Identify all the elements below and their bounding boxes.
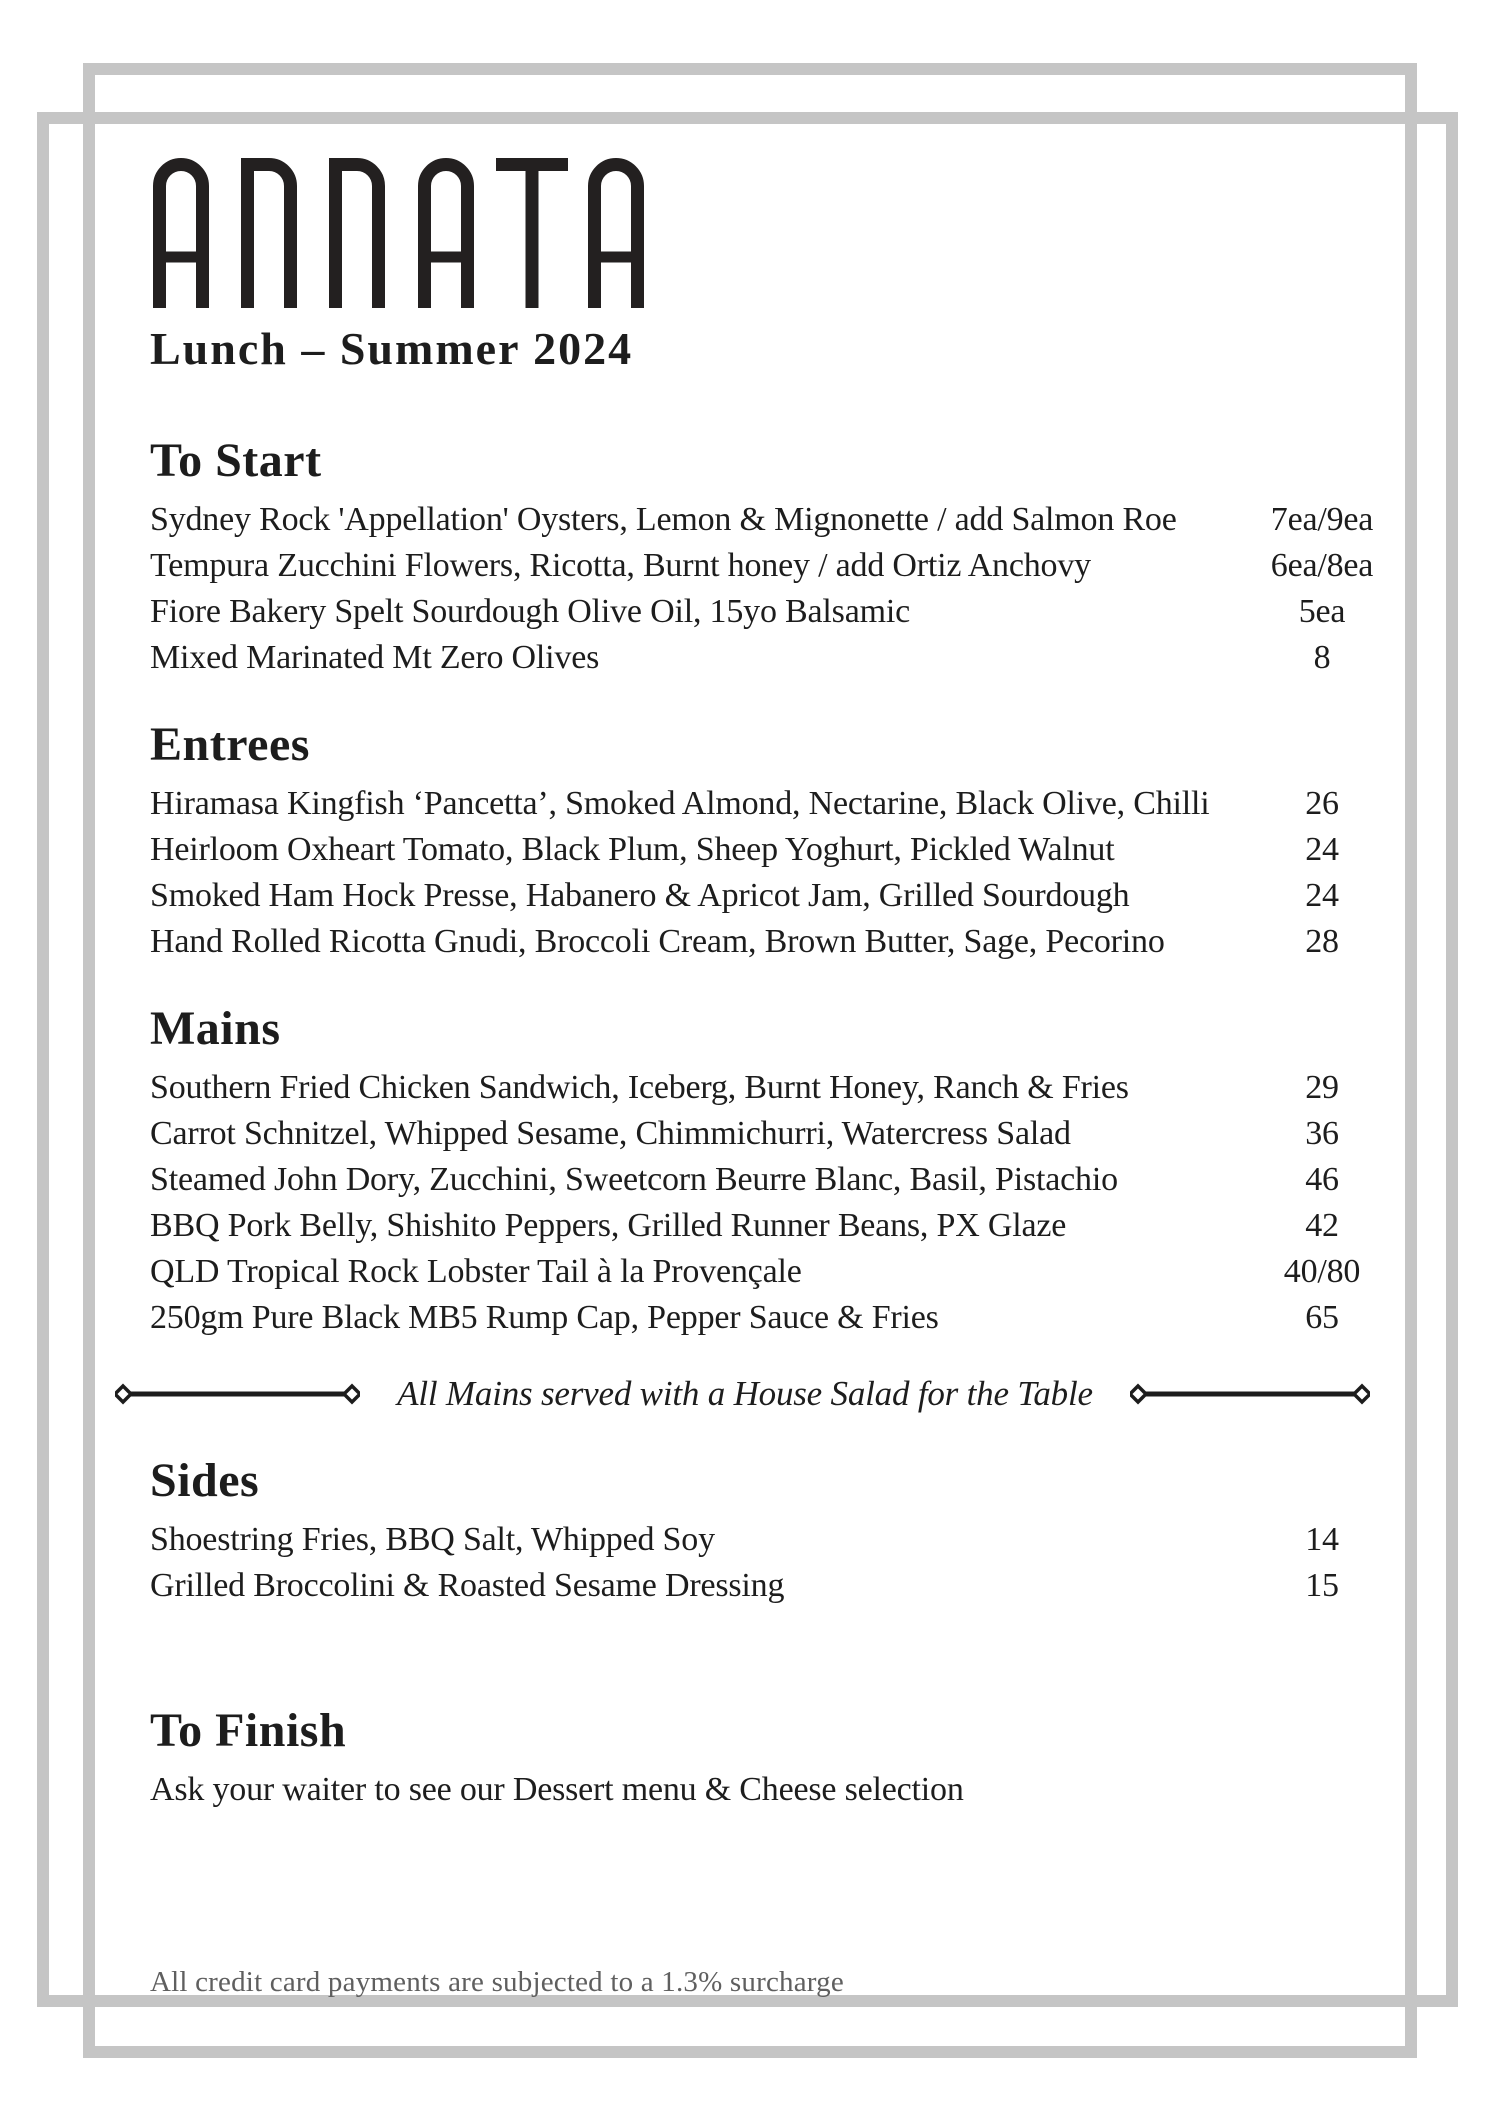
dish-price: 26 bbox=[1305, 785, 1339, 822]
dish-price: 5ea bbox=[1298, 593, 1346, 630]
section-to-finish bbox=[150, 1704, 1407, 1813]
section-entrees bbox=[150, 718, 1407, 965]
dish-name: Grilled Broccolini & Roasted Sesame Dressing bbox=[150, 1567, 785, 1604]
dish-name: Carrot Schnitzel, Whipped Sesame, Chimmichurri, Watercress Salad bbox=[150, 1115, 1071, 1152]
section-title: To Finish bbox=[150, 1704, 347, 1757]
dish-price: 15 bbox=[1305, 1567, 1339, 1604]
dish-name: Steamed John Dory, Zucchini, Sweetcorn Beurre Blanc, Basil, Pistachio bbox=[150, 1161, 1118, 1198]
menu-list bbox=[150, 781, 1407, 965]
dish-name: Southern Fried Chicken Sandwich, Iceberg, Burnt Honey, Ranch & Fries bbox=[150, 1069, 1129, 1106]
menu-item-row bbox=[150, 589, 1407, 635]
dish-price: 28 bbox=[1305, 923, 1339, 960]
annata-logo bbox=[150, 158, 1407, 308]
dish-price: 65 bbox=[1305, 1299, 1339, 1336]
dish-name: Smoked Ham Hock Presse, Habanero & Apricot Jam, Grilled Sourdough bbox=[150, 877, 1130, 914]
dish-price: 42 bbox=[1305, 1207, 1339, 1244]
dish-price: 36 bbox=[1305, 1115, 1339, 1152]
dish-price: 14 bbox=[1305, 1521, 1339, 1558]
dish-price: 24 bbox=[1305, 831, 1339, 868]
divider-line-left-icon bbox=[115, 1383, 360, 1405]
dessert-note: Ask your waiter to see our Dessert menu & Cheese selection bbox=[150, 1771, 964, 1808]
menu-item-row bbox=[150, 1065, 1407, 1111]
menu-item-row bbox=[150, 1249, 1407, 1295]
mains-note-divider bbox=[115, 1371, 1370, 1417]
section-mains bbox=[150, 1002, 1407, 1341]
menu-list bbox=[150, 497, 1407, 681]
menu-content bbox=[150, 158, 1407, 1813]
menu-item-row bbox=[150, 543, 1407, 589]
menu-item-row bbox=[150, 781, 1407, 827]
dish-price: 46 bbox=[1305, 1161, 1339, 1198]
dish-name: Hand Rolled Ricotta Gnudi, Broccoli Cream, Brown Butter, Sage, Pecorino bbox=[150, 923, 1165, 960]
menu-item-row bbox=[150, 827, 1407, 873]
menu-item-row bbox=[150, 1157, 1407, 1203]
dish-name: Heirloom Oxheart Tomato, Black Plum, Sheep Yoghurt, Pickled Walnut bbox=[150, 831, 1115, 868]
section-title: To Start bbox=[150, 434, 322, 487]
menu-item-row bbox=[150, 1517, 1407, 1563]
dish-name: Sydney Rock 'Appellation' Oysters, Lemon & Mignonette / add Salmon Roe bbox=[150, 501, 1177, 538]
annata-wordmark-icon bbox=[150, 158, 644, 308]
dish-price: 7ea/9ea bbox=[1270, 501, 1374, 538]
menu-item-row bbox=[150, 1203, 1407, 1249]
dish-name: Mixed Marinated Mt Zero Olives bbox=[150, 639, 600, 676]
dish-name: BBQ Pork Belly, Shishito Peppers, Grilled Runner Beans, PX Glaze bbox=[150, 1207, 1067, 1244]
menu-list bbox=[150, 1065, 1407, 1341]
dish-price: 40/80 bbox=[1283, 1253, 1361, 1290]
section-sides bbox=[150, 1454, 1407, 1609]
divider-line-right-icon bbox=[1130, 1383, 1370, 1405]
menu-item-row bbox=[150, 919, 1407, 965]
section-title: Entrees bbox=[150, 718, 310, 771]
menu-subtitle: Lunch – Summer 2024 bbox=[150, 323, 634, 374]
menu-item-row bbox=[150, 873, 1407, 919]
house-salad-note: All Mains served with a House Salad for the Table bbox=[397, 1374, 1093, 1413]
dish-name: 250gm Pure Black MB5 Rump Cap, Pepper Sauce & Fries bbox=[150, 1299, 939, 1336]
dish-price: 29 bbox=[1305, 1069, 1339, 1106]
menu-item-row bbox=[150, 497, 1407, 543]
menu-item-row bbox=[150, 1563, 1407, 1609]
menu-item-row bbox=[150, 1111, 1407, 1157]
section-title: Mains bbox=[150, 1002, 281, 1055]
dish-name: Tempura Zucchini Flowers, Ricotta, Burnt honey / add Ortiz Anchovy bbox=[150, 547, 1091, 584]
dish-name: Fiore Bakery Spelt Sourdough Olive Oil, 15yo Balsamic bbox=[150, 593, 910, 630]
section-to-start bbox=[150, 434, 1407, 681]
dish-price: 8 bbox=[1313, 639, 1331, 676]
section-title: Sides bbox=[150, 1454, 260, 1507]
dish-name: QLD Tropical Rock Lobster Tail à la Provençale bbox=[150, 1253, 802, 1290]
surcharge-note: All credit card payments are subjected to a 1.3% surcharge bbox=[150, 1966, 844, 1998]
dish-price: 24 bbox=[1305, 877, 1339, 914]
menu-item-row bbox=[150, 1295, 1407, 1341]
dish-price: 6ea/8ea bbox=[1270, 547, 1374, 584]
menu-list bbox=[150, 1517, 1407, 1609]
dish-name: Hiramasa Kingfish ‘Pancetta’, Smoked Almond, Nectarine, Black Olive, Chilli bbox=[150, 785, 1210, 822]
menu-item-row bbox=[150, 635, 1407, 681]
dish-name: Shoestring Fries, BBQ Salt, Whipped Soy bbox=[150, 1521, 715, 1558]
